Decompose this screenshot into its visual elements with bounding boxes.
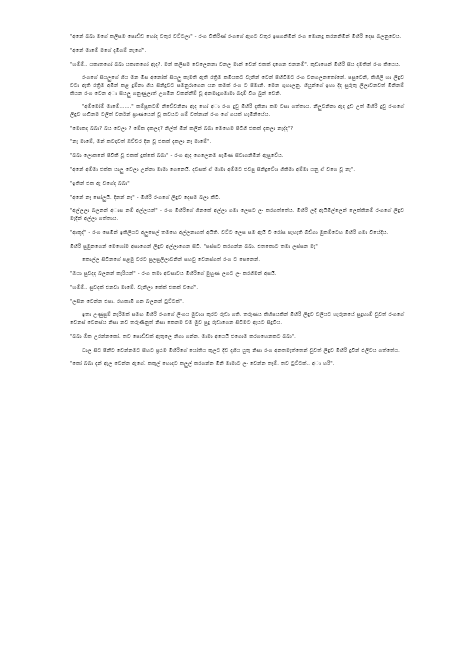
paragraph: "අනේ නෑ සෝලුයි. දිනන් නෑ" - මිහිරි රංගගේ ලිඳුව දෙසම බලා කීටි. <box>70 194 221 201</box>
paragraph: "අම්මෝම් මාමේ......." කම්පූකටම් නිවේවනිනා ඇද හෝ අා රංග දුවු මිහිරි දැකිනා කම වසා ගත්තාය. නීලුවනිනා ඇද දුඩ උත් මිහිරි දුවු රංගගේ ලිඳුව හඬිනම ටලිත් වර්නන් ප්‍රාණයෙන් වූ කවයට ගම් වත්නාන් රංග ගේ ගයක් හැමිනියේය. <box>70 104 404 118</box>
paragraph: ඉතා උණුසුම් නැරිමක් සමඟ මිහිරි රංගගේ ලිංගය මුවාශ කුරට රුඩා ගති. තරුණය කිහිපයකින් මිහිරි ලිඳුව වලියට හැරුනයේ සුදුහාම් වුවත් රංගගේ වෙනස් වෙනස්ය නිසා නව තරුණිනුත් නිසා කෙනම වම මුව පුදු රුඩාගෙන සිටීමට ඇයට සිදුවිය. <box>70 312 404 327</box>
paragraph: "කෝ බබා දැන් ඇල වෙන්න ඇගේ. කකුල් හොදට කලුල් කරගන්න මිනි මාමාට ලං වෙන්න තෑම්. තව ටුට්ටක්.. අා හරි". <box>70 361 335 368</box>
paragraph: "හම්ම්.. යකාතගෝ බබා යකාතගෝ ඇද?. මන් කලිසම වෙලෙනනා වනල මාන් වෙන් එකක් දාගෙන එනනම්". කුඩාශෙන් මිහිරි සිය දමතින් රංග කියෙය. <box>70 61 401 68</box>
paragraph: "ආකූද්" - රංග සෙමින් ඉකිලියට අලුපෙල් තමහෙ අල්ලනාගත් අයිති. වට්ට ලෙස සම ඇයි වී රෝස පැහැති බිඞ්ගා මුකම්ටෙහ මිහිරි ගමා වියේදීය. <box>70 229 389 236</box>
paragraph: "නැ මාමේ, මන් කවදාවත් ඔච්චර දින වූ එකක් දැකලා නෑ මාමේ". <box>70 139 212 146</box>
paragraph: කොල්ල සිටිනගේ පළමු වරට පුලසුලිලාවනින් සහවු වෙනස්ගත් රංග ට පෙනෙන්. <box>82 257 261 264</box>
paragraph: "බබා ඕක උරන්නකෝ. තව පොඩ්ඩක් ඇතුලෙ නිගා ගන්න. මාමා අයෙයි එගොම කරගහෙනකට බබා". <box>70 333 296 340</box>
paragraph: "ඔයා සුවදද බලනන් කැරියන්" - රංග තමා අවසාවය මිහිරිගේ මුහුණ ලගට ලං කරගිමන් අසයි. <box>70 271 277 278</box>
paragraph: "අනේ මාමේ මගේ දැමිගම් නැගේ". <box>70 47 147 54</box>
paragraph: "අනේ අම්මා එක්ක යාලු වෙලා උන්නා මාමා ගෙනෙයි. දවසක් ඒ මාමා අම්මට එවපු සිනිදූවේශ ගිකිමා අම්මා යනු ඒ වගෙ වූ නැ". <box>70 167 356 174</box>
paragraph: ධාල සිට පීනීට වෙන්නමට සීහට ප්‍රථම මිහිරිගේ යෝතිය කුලට දිව දැගිය යුතු නිසා රංග අනතමැත්තෙන් වුවත් ලිඳුව මිහිරි දුවින් ඵලිවය ගත්තේය. <box>82 347 400 354</box>
paragraph: "අනේ බබා මගේ කලිසම පොඩ්ඩ හෝද වතුර වට්ටලා" - රංග විකිරිණ් රංගගේ ඇගට වතුර ඉසගනිමින් රංග මොනදු කරනනිමින් මිහිරි දෙස බලනුවෙය. <box>70 34 402 40</box>
paragraph: "බබා ලොකනේ පිවිකී වූ එකක් දුක්කේ බබා" - රංග ඇද ගෙලෙනම පැමිණ සිවාගනිමින් ඇසුවේය. <box>70 153 284 160</box>
paragraph: රංගගේ සියලුගේ ගිය මන මිස අනෝක් සියලු කැමති ඇති රත්‍රිම කමියකට වැනින් වෙන් පිහිටිමට රංග වනගලනතෝනේ. පසුවෙනි, කිහිලි හා ලිඳුව වටා ඇති රත්‍රිම අමින් කළ දුම්නා ගිය සිනිදුවට සමනුරාගෙන යන කමක් රංග ට පිමානි. මෙන ගුහාලනු. ශියුන්ගේ ඉහා දිද සුරුතු ලිලාවනවත් මිනිනම් කියන රංග වෙන අා සියලු ගනුණුලාත් උගමින වකන්නීම් වූ අනමාදුගමාමා බදාම් විශ බුන් වෙනි. <box>70 75 404 97</box>
paragraph: "අල්ලලා බලනන් අාස නම් අල්ලයන්" - රංග මිහිරිගේ ගිනකේ අල්ලා ගමා ලෙසට ලං කරගත්තේය. මිහිරි ලදි ඇයිමිල්ලෙන් ලෙක්කිනම් රංගගේ ලිඳුව මැදින් අල්ලා ගත්තාය. <box>70 208 404 222</box>
paragraph: "හම්ම්.. සුවදක් එනවා මාමේ. වැනිලා කේක් එකක් වගේ". <box>70 284 199 291</box>
paragraph: "ලසින වෙන්න එපා. රහකාමි ගන බලනන් ටුට්ටක්". <box>70 298 184 305</box>
paragraph: "මොකද බබා? බය වෙලා ? මේක දැකලද? නිල්ත් මින් කලින් බබා මෙහෙම පිටිගි එකක් දැකලා නැද්ද"? <box>70 125 294 132</box>
paragraph: මිහිරි සුමුනගෙන් මෙහෝම අසාගෙන් ලිඳුව අල්ලාගෙන සිටි. "පස්සට කරගන්න බබා. එතකොට තමා ලස්සන මැ" <box>70 243 318 250</box>
paragraph: "ඉතින් එක ඇ වගේද බබා" <box>70 180 130 187</box>
paragraph-list <box>70 34 404 369</box>
